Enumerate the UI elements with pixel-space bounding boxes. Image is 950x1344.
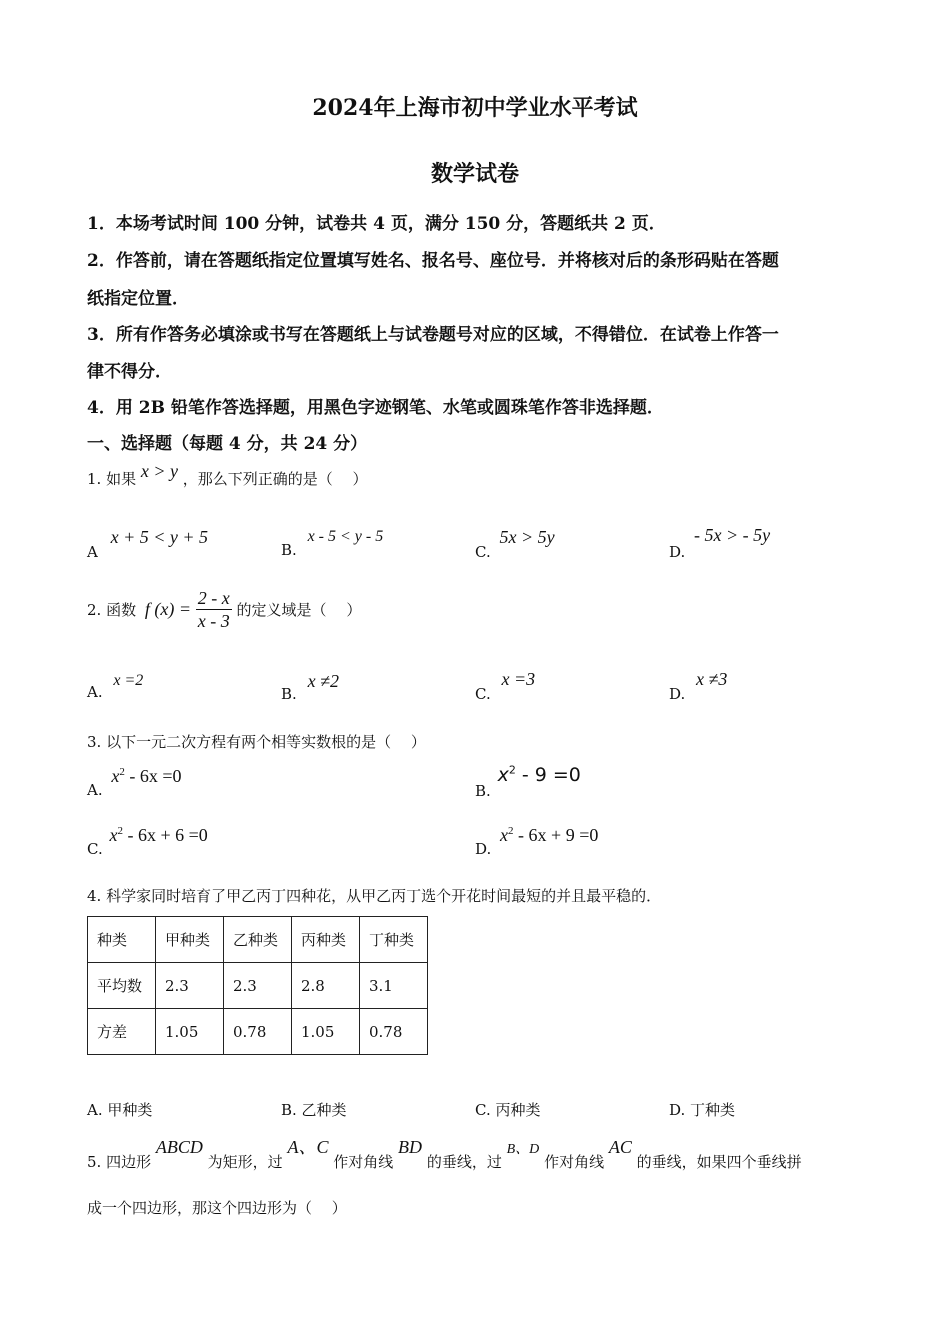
option-label: B. [475, 782, 491, 801]
option-label: D. [669, 543, 686, 561]
fraction-numerator: 2 - x [197, 588, 230, 608]
table-cell: 2.3 [156, 963, 224, 1009]
q5-text: 为矩形，过 [207, 1153, 283, 1171]
math-exponent: 2 [508, 764, 516, 777]
question-3: 3. 以下一元二次方程有两个相等实数根的是（ ） [87, 733, 426, 751]
q3-option-b [475, 764, 581, 801]
q4-option-b: B. 乙种类 [281, 1101, 347, 1119]
q3-option-a [87, 766, 182, 799]
q2-prefix: 2. 函数 [87, 601, 137, 619]
q5-math: ABCD [155, 1137, 203, 1157]
table-cell: 2.8 [292, 963, 360, 1009]
q1-option-a [87, 527, 209, 561]
instruction-line: 1．本场考试时间 100 分钟，试卷共 4 页，满分 150 分，答题纸共 2 页． [87, 214, 666, 234]
q5-text: 5. 四边形 [87, 1153, 152, 1171]
q5-text: 的垂线，过 [426, 1153, 502, 1171]
q4-option-a: A. 甲种类 [87, 1101, 153, 1119]
option-math: x + 5 < y + 5 [110, 527, 209, 547]
q1-prefix: 1. 如果 [87, 470, 137, 488]
option-math: x ≠3 [696, 669, 728, 689]
option-label: D. [669, 685, 686, 703]
flower-data-table [87, 916, 428, 1055]
q5-text: 作对角线 [544, 1153, 605, 1171]
math-rest: - 6x + 6 =0 [123, 825, 208, 845]
table-row [88, 1009, 428, 1055]
option-label: A [87, 543, 98, 561]
section-title: 一、选择题（每题 4 分，共 24 分） [87, 434, 368, 454]
math-base: x [111, 766, 120, 786]
table-cell: 丙种类 [292, 917, 360, 963]
table-cell: 1.05 [156, 1009, 224, 1055]
option-label: B. [281, 541, 297, 559]
option-math: - 5x > - 5y [694, 525, 771, 545]
table-cell: 1.05 [292, 1009, 360, 1055]
math-base: x [497, 764, 509, 787]
table-cell: 0.78 [360, 1009, 428, 1055]
table-cell: 甲种类 [156, 917, 224, 963]
math-exponent: 2 [508, 825, 514, 837]
option-math: x ≠2 [307, 671, 339, 691]
question-2 [87, 587, 361, 632]
option-label: B. [281, 685, 297, 703]
question-1 [87, 461, 368, 489]
q5-math: A、C [287, 1137, 329, 1157]
math-rest: - 6x + 9 =0 [513, 825, 599, 845]
q5-math: AC [608, 1137, 632, 1157]
instruction-line: 纸指定位置． [87, 289, 189, 309]
option-math: 5x > 5y [499, 527, 555, 547]
option-label: A. [87, 781, 103, 799]
option-math [111, 766, 181, 786]
table-row [88, 963, 428, 1009]
table-cell: 0.78 [224, 1009, 292, 1055]
q1-option-b [281, 527, 384, 559]
table-cell: 丁种类 [360, 917, 428, 963]
option-label: C. [475, 685, 491, 703]
math-rest: - 6x =0 [124, 766, 182, 786]
q2-function: f (x) = [144, 599, 191, 619]
fraction-denominator: x - 3 [197, 611, 230, 631]
instruction-line: 4．用 2B 铅笔作答选择题，用黑色字迹钢笔、水笔或圆珠笔作答非选择题． [87, 398, 664, 418]
exam-subtitle: 数学试卷 [430, 161, 519, 187]
q1-option-d [669, 525, 771, 561]
math-base: x [109, 825, 118, 845]
table-cell: 2.3 [224, 963, 292, 1009]
math-exponent: 2 [119, 766, 125, 778]
q2-fraction [196, 587, 232, 632]
table-cell: 3.1 [360, 963, 428, 1009]
option-math: x =2 [113, 672, 144, 689]
math-exponent: 2 [117, 825, 123, 837]
option-math: x =3 [501, 669, 536, 689]
table-cell: 乙种类 [224, 917, 292, 963]
instruction-line: 律不得分． [87, 362, 172, 382]
question-5-line-2: 成一个四边形，那这个四边形为（ ） [87, 1199, 347, 1217]
option-label: A. [87, 683, 103, 701]
option-math: x - 5 < y - 5 [307, 528, 384, 545]
instruction-line: 2．作答前，请在答题纸指定位置填写姓名、报名号、座位号．并将核对后的条形码贴在答题 [87, 251, 779, 271]
q4-option-d: D. 丁种类 [669, 1101, 736, 1119]
option-math [500, 825, 598, 845]
table-cell: 种类 [88, 917, 156, 963]
q1-suffix: ，那么下列正确的是（ ） [182, 470, 368, 488]
q2-suffix: 的定义域是（ ） [236, 601, 362, 619]
table-header-row [88, 917, 428, 963]
q1-option-c [475, 527, 555, 561]
q2-option-a [87, 671, 144, 701]
exam-title: 2024年上海市初中学业水平考试 [312, 95, 638, 121]
q2-option-c [475, 669, 536, 703]
q5-math: B、D [506, 1142, 540, 1157]
q3-option-c [87, 825, 208, 858]
math-base: x [500, 825, 509, 845]
question-5 [87, 1133, 802, 1171]
q5-math: BD [398, 1137, 423, 1157]
table-cell: 平均数 [88, 963, 156, 1009]
q5-text: 的垂线，如果四个垂线拼 [636, 1153, 802, 1171]
q1-condition: x > y [140, 461, 178, 481]
option-label: D. [475, 840, 492, 858]
q3-option-d [475, 825, 599, 858]
instruction-line: 3．所有作答务必填涂或书写在答题纸上与试卷题号对应的区域，不得错位．在试卷上作答一 [87, 325, 779, 345]
math-rest: - 9 =0 [515, 764, 581, 787]
q2-option-b [281, 671, 339, 703]
option-label: C. [475, 543, 491, 561]
q5-text: 作对角线 [333, 1153, 394, 1171]
table-cell: 方差 [88, 1009, 156, 1055]
option-math [498, 764, 581, 786]
q2-option-d [669, 669, 728, 703]
question-4: 4. 科学家同时培育了甲乙丙丁四种花，从甲乙丙丁选个开花时间最短的并且最平稳的． [87, 887, 662, 905]
option-math [110, 825, 208, 845]
option-label: C. [87, 840, 103, 858]
q4-option-c: C. 丙种类 [475, 1101, 541, 1119]
